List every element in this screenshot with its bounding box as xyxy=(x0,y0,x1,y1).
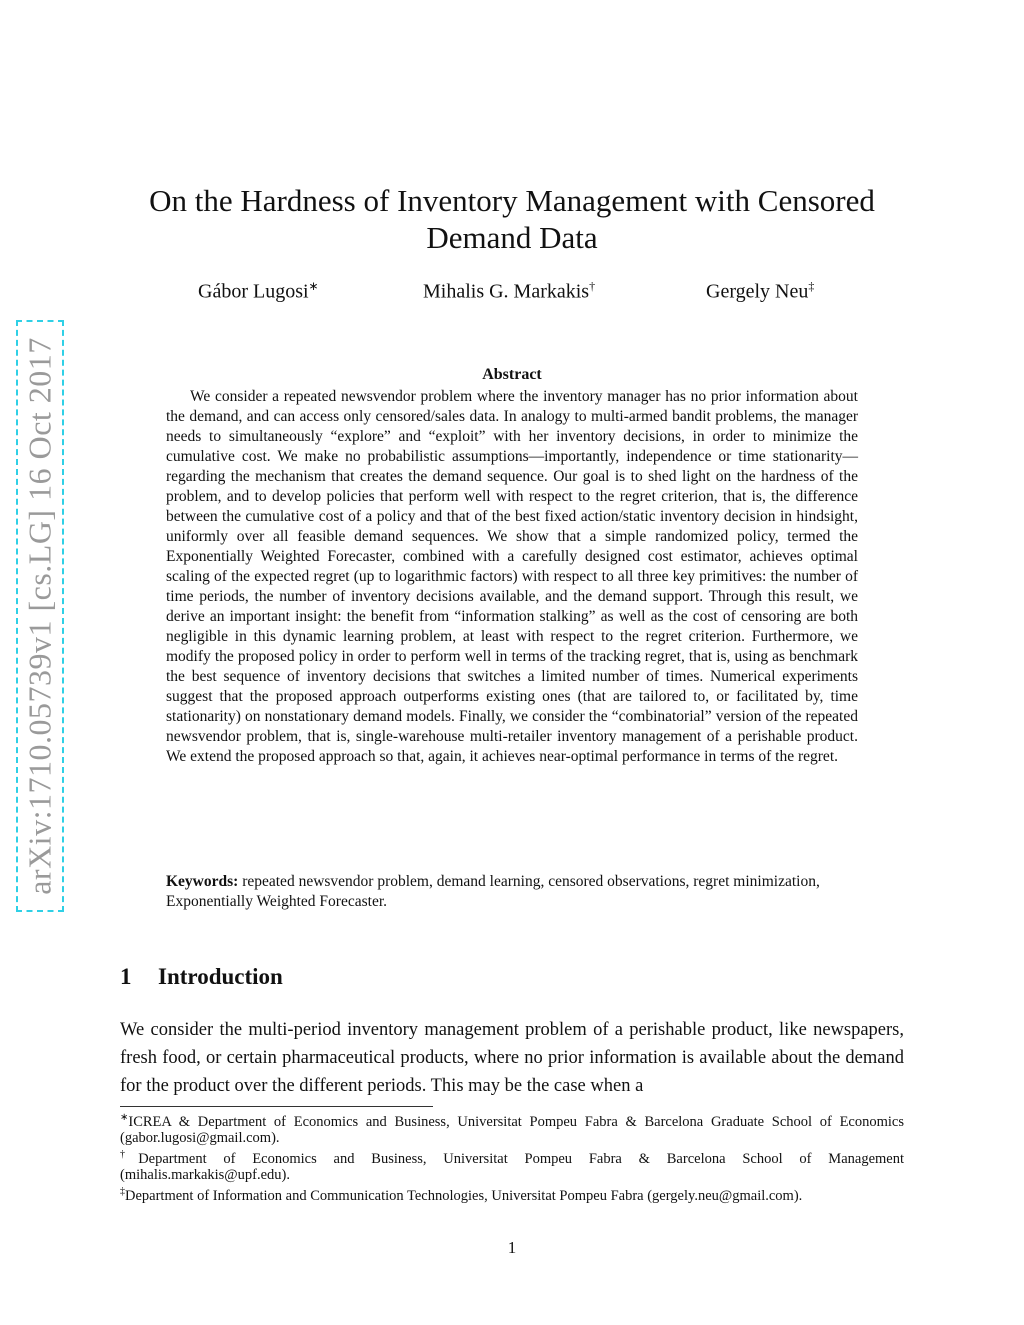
keywords-text: repeated newsvendor problem, demand learning, censored observations, regret minimization, Exponentially Weighted Forecaster. xyxy=(166,873,820,910)
footnote-text: ICREA & Department of Economics and Business, Universitat Pompeu Fabra & Barcelona Graduate School of Economics (gabor.lugosi@gmail.com). xyxy=(120,1113,904,1147)
paper-title: On the Hardness of Inventory Management with Censored Demand Data xyxy=(149,183,875,255)
footnote-mark: ∗ xyxy=(120,1112,129,1123)
abstract-heading: Abstract xyxy=(482,366,542,383)
keywords-label: Keywords: xyxy=(166,873,239,890)
author-3 xyxy=(706,279,814,304)
footnote xyxy=(120,1147,904,1184)
author-2 xyxy=(423,279,595,304)
page-number: 1 xyxy=(507,1238,517,1257)
footnote xyxy=(120,1184,904,1204)
footnote-text: Department of Information and Communication Technologies, Universitat Pompeu Fabra (gergely.neu@gmail.com). xyxy=(125,1187,803,1204)
author-list xyxy=(0,279,1024,307)
footnote-mark: ‡ xyxy=(120,1185,125,1197)
section-title: Introduction xyxy=(158,964,283,989)
footnote-rule xyxy=(120,1106,433,1107)
author-mark: ‡ xyxy=(808,279,815,293)
author-mark: † xyxy=(589,279,596,293)
footnote-mark: † xyxy=(120,1148,139,1160)
section-number: 1 xyxy=(120,964,132,989)
footnote-text: Department of Economics and Business, Universitat Pompeu Fabra & Barcelona School of Management (mihalis.markakis@upf.edu). xyxy=(120,1150,904,1184)
arxiv-id: arXiv:1710.05739v1 [cs.LG] 16 Oct 2017 xyxy=(21,337,58,895)
footnotes xyxy=(120,1110,904,1204)
author-mark: ∗ xyxy=(308,279,319,293)
author-name: Mihalis G. Markakis xyxy=(423,280,590,303)
introduction-paragraph: We consider the multi-period inventory management problem of a perishable product, like newspapers, fresh food, or certain pharmaceutical products, where no prior information is available about the demand for the product over the different periods. This may be the case when a xyxy=(120,1020,904,1096)
keywords xyxy=(166,872,858,912)
abstract-body: We consider a repeated newsvendor problem where the inventory manager has no prior information about the demand, and can access only censored/sales data. In analogy to multi-armed bandit problems, the manager needs to simultaneously “explore” and “exploit” with her inventory decisions, in order to minimize the cumulative cost. We make no probabilistic assumptions—importantly, independence or time stationarity—regarding the mechanism that creates the demand sequence. Our goal is to shed light on the hardness of the problem, and to develop policies that perform well with respect to the regret criterion, that is, the difference between the cumulative cost of a policy and that of the best fixed action/static inventory decision in hindsight, uniformly over all feasible demand sequences. We show that a simple randomized policy, termed the Exponentially Weighted Forecaster, combined with a carefully designed cost estimator, achieves optimal scaling of the expected regret (up to logarithmic factors) with respect to all three key primitives: the number of time periods, the number of inventory decisions available, and the demand support. Through this result, we derive an important insight: the benefit from “information stalking” as well as the cost of censoring are both negligible in this dynamic learning problem, at least with respect to the regret criterion. Furthermore, we modify the proposed policy in order to perform well in terms of the tracking regret, that is, using as benchmark the best sequence of inventory decisions that switches a limited number of times. Numerical experiments suggest that the proposed approach outperforms existing ones (that are tailored to, or facilitated by, time stationarity) on nonstationary demand models. Finally, we consider the “combinatorial” version of the repeated newsvendor problem, that is, single-warehouse multi-retailer inventory management of a perishable product. We extend the proposed approach so that, again, it achieves near-optimal performance in terms of the regret. xyxy=(166,388,858,765)
author-1 xyxy=(198,279,319,304)
section-heading xyxy=(120,964,283,990)
footnote xyxy=(120,1110,904,1147)
author-name: Gábor Lugosi xyxy=(198,280,309,303)
arxiv-stamp xyxy=(16,320,64,912)
author-name: Gergely Neu xyxy=(706,280,809,303)
